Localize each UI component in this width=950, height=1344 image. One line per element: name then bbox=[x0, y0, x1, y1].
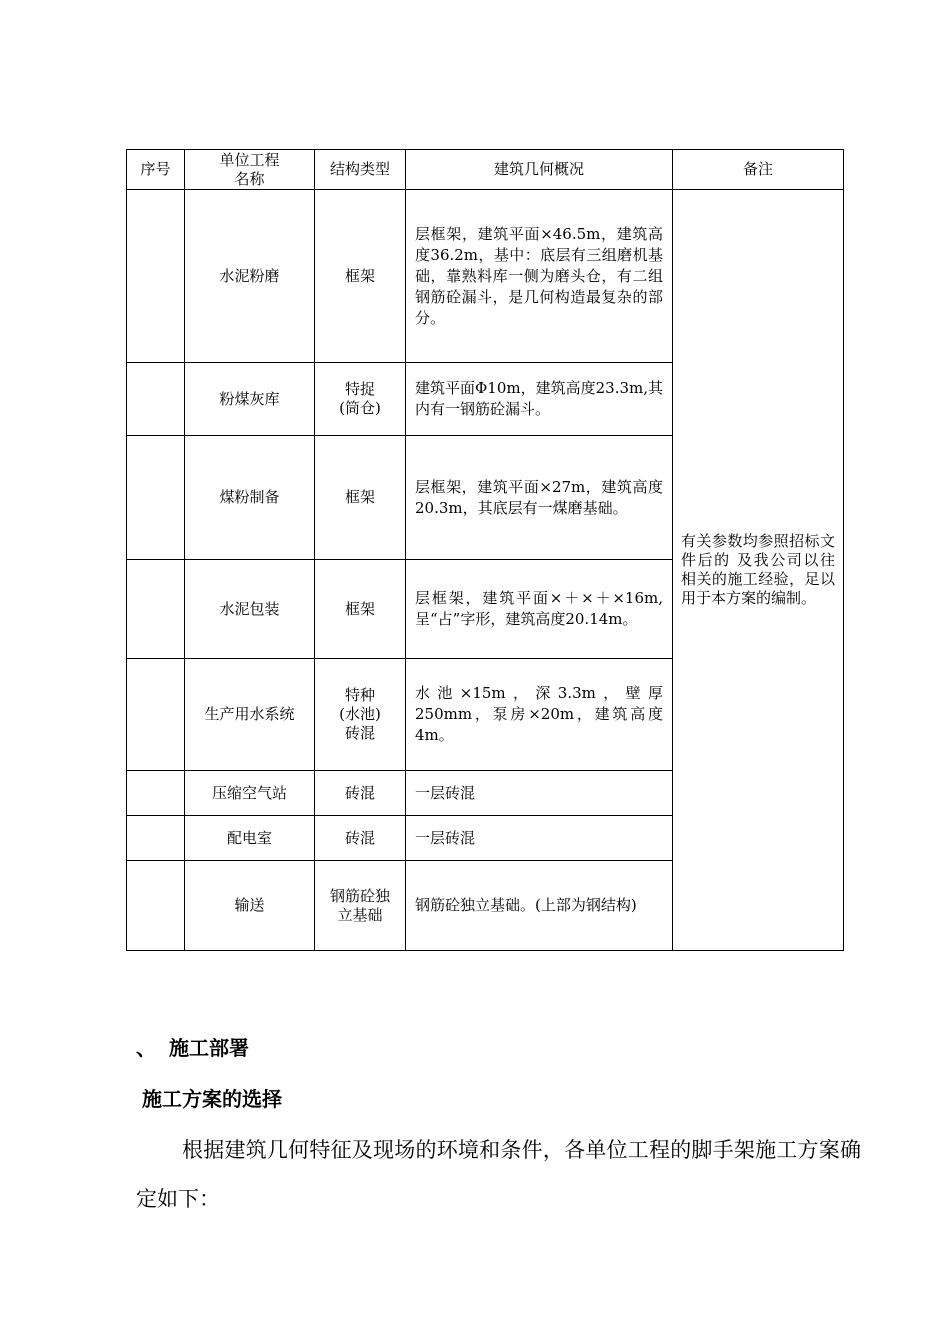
cell-structure-type bbox=[315, 436, 406, 560]
cell-structure-type bbox=[315, 560, 406, 659]
cell-structure-type bbox=[315, 363, 406, 436]
cell-overview: 一层砖混 bbox=[406, 816, 673, 861]
cell-structure-line: 砖混 bbox=[344, 724, 375, 742]
cell-no bbox=[127, 436, 185, 560]
cell-structure-line: 钢筋砼独 bbox=[329, 886, 390, 905]
cell-unit-name bbox=[185, 861, 315, 951]
body-paragraph: 根据建筑几何特征及现场的环境和条件，各单位工程的脚手架施工方案确定如下： bbox=[136, 1138, 861, 1211]
cell-no bbox=[127, 861, 185, 951]
cell-structure-line: 框架 bbox=[344, 488, 375, 506]
cell-unit-name-line: 生产用水系统 bbox=[204, 705, 295, 723]
subsection-heading: 施工方案的选择 bbox=[142, 1087, 282, 1111]
cell-structure-line: 特种 bbox=[344, 686, 375, 704]
cell-unit-name bbox=[185, 436, 315, 560]
cell-structure-line: 框架 bbox=[344, 599, 375, 618]
project-overview-table bbox=[126, 149, 844, 951]
table-header-row bbox=[127, 150, 844, 190]
section-title: 施工部署 bbox=[169, 1036, 249, 1060]
cell-overview: 层框架，建筑平面×27m，建筑高度20.3m，其底层有一煤磨基础。 bbox=[406, 436, 673, 560]
cell-no bbox=[127, 771, 185, 816]
cell-no bbox=[127, 560, 185, 659]
cell-remark: 有关参数均参照招标文件后的 及我公司以往相关的施工经验，足以用于本方案的编制。 bbox=[673, 190, 844, 951]
cell-structure-line: (水池) bbox=[339, 705, 381, 723]
table-row bbox=[127, 190, 844, 363]
cell-unit-name-line: 压缩空气站 bbox=[211, 783, 287, 802]
cell-unit-name-line: 配电室 bbox=[226, 828, 272, 847]
cell-structure-line: 特捉 bbox=[344, 380, 375, 398]
cell-unit-name bbox=[185, 659, 315, 771]
cell-no bbox=[127, 190, 185, 363]
cell-no bbox=[127, 816, 185, 861]
section-marker: 、 bbox=[136, 1036, 156, 1060]
header-remark: 备注 bbox=[673, 150, 844, 190]
header-structure-type: 结构类型 bbox=[315, 150, 406, 190]
cell-unit-name-line: 煤粉制备 bbox=[219, 488, 280, 506]
cell-overview: 水池×15m，深3.3m，壁厚250mm，泵房×20m，建筑高度4m。 bbox=[406, 659, 673, 771]
header-unit-name bbox=[185, 150, 315, 190]
cell-overview: 钢筋砼独立基础。(上部为钢结构) bbox=[406, 861, 673, 951]
cell-structure-line: 砖混 bbox=[344, 783, 375, 802]
cell-structure-line: 立基础 bbox=[337, 905, 383, 924]
cell-unit-name bbox=[185, 560, 315, 659]
cell-unit-name-line: 粉煤灰库 bbox=[219, 389, 280, 408]
header-unit-name-line1: 单位工程 bbox=[219, 150, 280, 169]
cell-unit-name bbox=[185, 816, 315, 861]
cell-no bbox=[127, 363, 185, 436]
cell-structure-line: 砖混 bbox=[344, 828, 375, 847]
header-overview: 建筑几何概况 bbox=[406, 150, 673, 190]
cell-overview: 一层砖混 bbox=[406, 771, 673, 816]
cell-structure-line: 框架 bbox=[344, 266, 375, 285]
cell-unit-name bbox=[185, 190, 315, 363]
cell-unit-name-line: 水泥粉磨 bbox=[219, 266, 280, 285]
cell-unit-name-line: 水泥包装 bbox=[219, 599, 280, 618]
header-no: 序号 bbox=[127, 150, 185, 190]
cell-structure-type bbox=[315, 771, 406, 816]
cell-structure-type bbox=[315, 659, 406, 771]
section-heading bbox=[136, 1032, 249, 1061]
cell-structure-type bbox=[315, 190, 406, 363]
cell-overview: 建筑平面Φ10m，建筑高度23.3m,其内有一钢筋砼漏斗。 bbox=[406, 363, 673, 436]
cell-overview: 层框架，建筑平面×＋×＋×16m,呈“占”字形，建筑高度20.14m。 bbox=[406, 560, 673, 659]
cell-unit-name bbox=[185, 771, 315, 816]
cell-unit-name-line: 输送 bbox=[234, 896, 265, 914]
cell-structure-type bbox=[315, 861, 406, 951]
cell-overview: 层框架，建筑平面×46.5m，建筑高度36.2m，基中：底层有三组磨机基础，靠熟料库一侧为磨头仓，有二组钢筋砼漏斗，是几何构造最复杂的部分。 bbox=[406, 190, 673, 363]
cell-structure-type bbox=[315, 816, 406, 861]
header-unit-name-line2: 名称 bbox=[234, 169, 265, 188]
cell-no bbox=[127, 659, 185, 771]
cell-structure-line: (筒仓) bbox=[339, 399, 381, 417]
cell-unit-name bbox=[185, 363, 315, 436]
